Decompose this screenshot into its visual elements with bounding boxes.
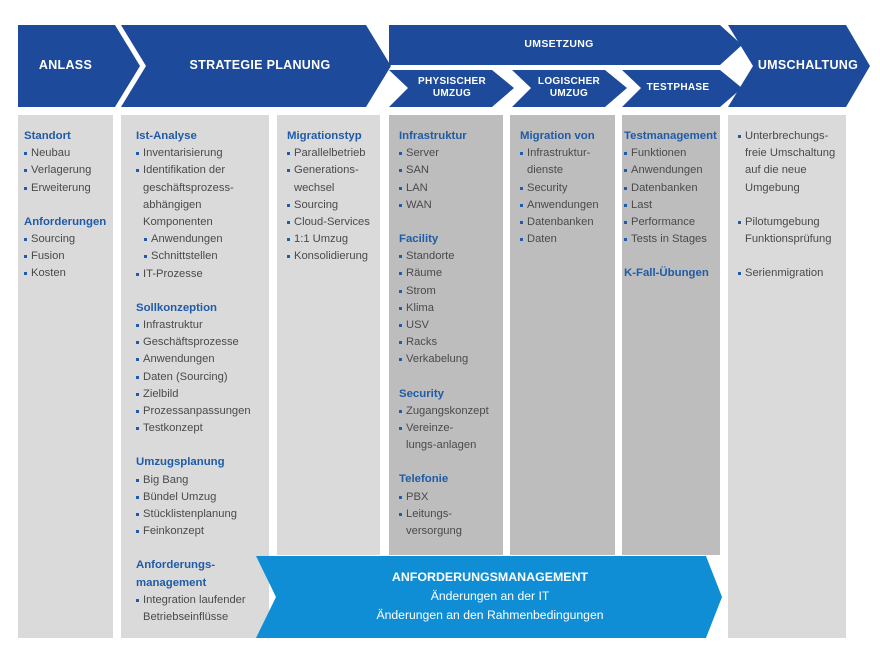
list-item: Server: [399, 145, 505, 162]
list-item: Racks: [399, 334, 505, 351]
heading-anforderungsmanagement-continued: management: [136, 576, 207, 589]
list-item: Cloud-Services: [287, 214, 381, 231]
list-item: Infrastruktur: [136, 317, 270, 334]
list-item: Big Bang: [136, 472, 270, 489]
column-umschaltung: [732, 118, 848, 282]
list-item: Funktionen: [624, 145, 720, 162]
list-item: Kosten: [24, 265, 113, 282]
sub-list-item: Anwendungen: [136, 231, 270, 248]
heading-security: Security: [399, 387, 444, 400]
header-strategie: STRATEGIE PLANUNG: [189, 58, 331, 72]
list-item: Anwendungen: [624, 162, 720, 179]
list-item-continuation: Umgebung: [745, 181, 800, 194]
list-item-continuation: Funktionsprüfung: [745, 233, 832, 246]
list-item: Infrastruktur-: [520, 145, 617, 162]
column-physischer-umzug: [393, 118, 505, 540]
list-item: Tests in Stages: [624, 231, 720, 248]
header-physischer-umzug: PHYSISCHER UMZUG: [417, 76, 486, 99]
heading-telefonie: Telefonie: [399, 473, 449, 486]
column-testphase: [618, 118, 720, 283]
list-item-continuation: versorgung: [406, 525, 462, 538]
list-item: Zugangskonzept: [399, 403, 505, 420]
list-item: Prozessanpassungen: [136, 403, 270, 420]
list-item: USV: [399, 317, 505, 334]
list-item: SAN: [399, 162, 505, 179]
list-item: Anwendungen: [520, 197, 617, 214]
list-item: PBX: [399, 489, 505, 506]
list-item: Zielbild: [136, 386, 270, 403]
heading-migrationstyp: Migrationstyp: [287, 130, 362, 142]
list-item: Daten (Sourcing): [136, 369, 270, 386]
heading-anforderungen: Anforderungen: [24, 215, 107, 228]
list-item: Testkonzept: [136, 420, 270, 437]
list-item: Inventarisierung: [136, 145, 270, 162]
list-item: Unterbrechungs-: [738, 128, 848, 145]
anforderungsmanagement-line: Änderungen an der IT: [430, 589, 550, 603]
heading-anforderungsmanagement: Anforderungs-: [136, 559, 216, 572]
list-item: LAN: [399, 180, 505, 197]
column-logischer-umzug: [514, 118, 617, 248]
list-item: Neubau: [24, 145, 113, 162]
list-item: Identifikation der: [136, 162, 270, 179]
list-item: Konsolidierung: [287, 248, 381, 265]
sub-list-item: Schnittstellen: [136, 248, 270, 265]
heading-standort: Standort: [24, 130, 71, 142]
list-item: Feinkonzept: [136, 523, 270, 540]
list-item: Security: [520, 180, 617, 197]
list-item-continuation: abhängigen: [143, 198, 202, 211]
list-item: Serienmigration: [738, 265, 848, 282]
list-item: Bündel Umzug: [136, 489, 270, 506]
list-item: Klima: [399, 300, 505, 317]
list-item-continuation: dienste: [527, 164, 564, 177]
list-item: Geschäftsprozesse: [136, 334, 270, 351]
heading-ist-analyse: Ist-Analyse: [136, 130, 197, 142]
list-item-continuation: Komponenten: [143, 216, 213, 229]
list-item: Standorte: [399, 248, 505, 265]
list-item: Fusion: [24, 248, 113, 265]
list-item: Sourcing: [287, 197, 381, 214]
list-item: Vereinze-: [399, 420, 505, 437]
list-item-continuation: geschäftsprozess-: [143, 181, 234, 194]
list-item-continuation: auf die neue: [745, 164, 807, 177]
list-item: Parallelbetrieb: [287, 145, 381, 162]
list-item: Erweiterung: [24, 180, 113, 197]
list-item: IT-Prozesse: [136, 266, 270, 283]
header-testphase: TESTPHASE: [646, 82, 710, 93]
anforderungsmanagement-line: Änderungen an den Rahmenbedingungen: [376, 608, 604, 622]
list-item: WAN: [399, 197, 505, 214]
list-item: Räume: [399, 265, 505, 282]
list-item: Anwendungen: [136, 351, 270, 368]
list-item-continuation: freie Umschaltung: [745, 147, 836, 160]
list-item: Generations-: [287, 162, 381, 179]
list-item-continuation: lungs-anlagen: [406, 439, 477, 452]
list-item: Sourcing: [24, 231, 113, 248]
header-umsetzung: UMSETZUNG: [524, 38, 594, 50]
heading-facility: Facility: [399, 233, 439, 246]
heading-migration-von: Migration von: [520, 130, 595, 142]
heading-k-fall-uebungen: K-Fall-Übungen: [624, 267, 709, 280]
column-migration: [281, 118, 381, 266]
header-anlass: ANLASS: [38, 58, 93, 72]
header-logischer-umzug: LOGISCHER UMZUG: [537, 76, 601, 99]
list-item: Pilotumgebung: [738, 214, 848, 231]
heading-umzugsplanung: Umzugsplanung: [136, 456, 225, 469]
list-item-continuation: wechsel: [294, 181, 335, 194]
column-anlass: [18, 118, 113, 283]
list-item: Datenbanken: [520, 214, 617, 231]
list-item: Leitungs-: [399, 506, 505, 523]
list-item: Verkabelung: [399, 351, 505, 368]
list-item: Datenbanken: [624, 180, 720, 197]
list-item: Last: [624, 197, 720, 214]
list-item-continuation: Betriebseinflüsse: [143, 611, 229, 624]
list-item: Daten: [520, 231, 617, 248]
heading-testmanagement: Testmanagement: [624, 130, 717, 142]
list-item: Verlagerung: [24, 162, 113, 179]
anforderungsmanagement-text: [270, 568, 710, 625]
list-item: Strom: [399, 283, 505, 300]
heading-sollkonzeption: Sollkonzeption: [136, 301, 217, 314]
header-umschaltung: UMSCHALTUNG: [757, 58, 859, 72]
list-item: 1:1 Umzug: [287, 231, 381, 248]
list-item: Stücklistenplanung: [136, 506, 270, 523]
column-strategie: [130, 118, 270, 626]
anforderungsmanagement-title: ANFORDERUNGSMANAGEMENT: [391, 570, 589, 584]
list-item: Performance: [624, 214, 720, 231]
list-item: Integration laufender: [136, 592, 270, 609]
heading-infrastruktur: Infrastruktur: [399, 130, 467, 142]
